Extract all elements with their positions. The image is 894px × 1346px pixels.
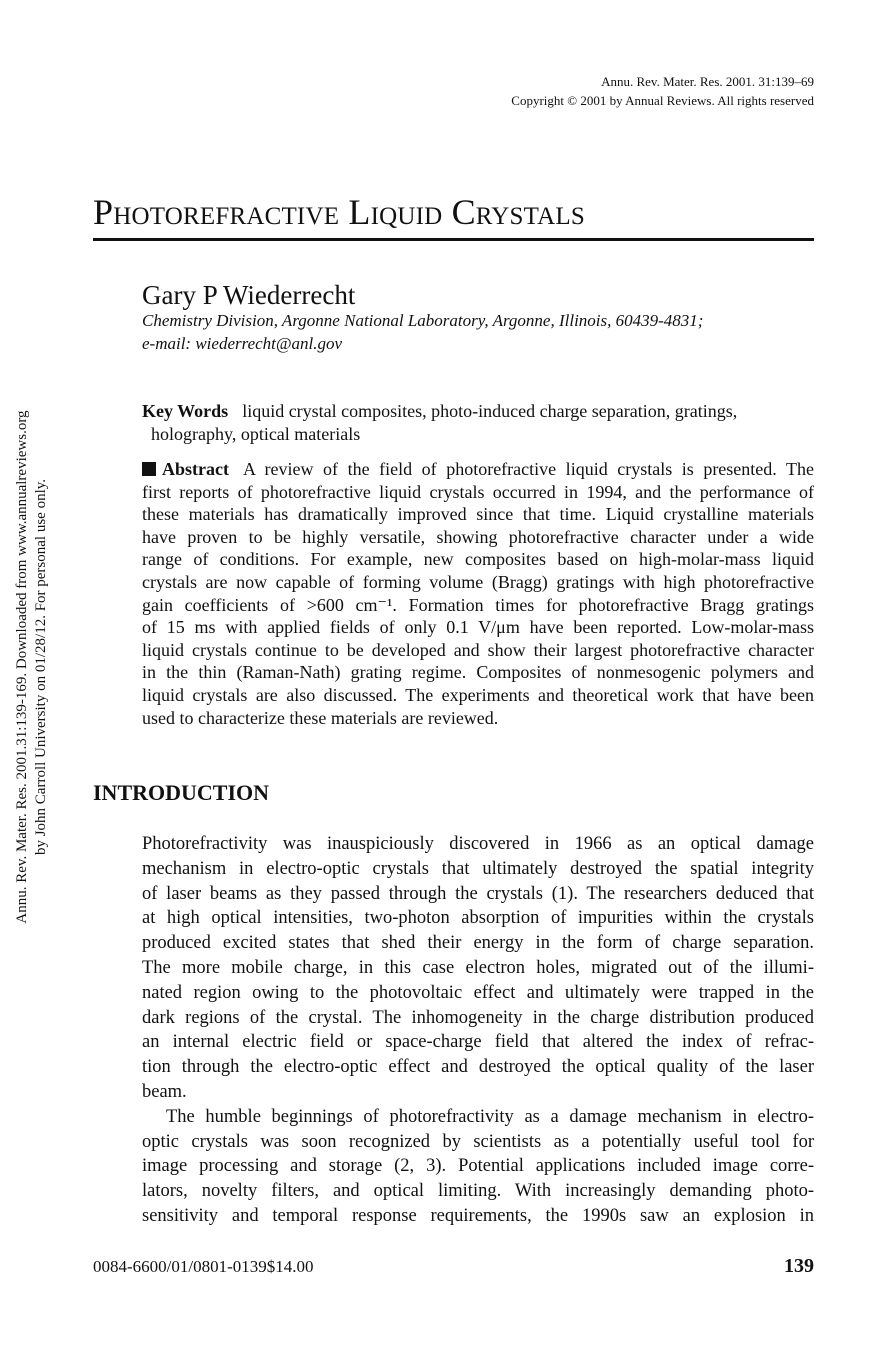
title-rule: [93, 238, 814, 241]
footer-code: 0084-6600/01/0801-0139$14.00: [93, 1257, 314, 1276]
download-notice: [12, 380, 52, 956]
body-line: produced excited states that shed their energy in the form of charge separation.: [142, 933, 814, 954]
body-line: nated region owing to the photovoltaic effect and ultimately were trapped in the: [142, 982, 814, 1003]
body-line: mechanism in electro-optic crystals that ultimately destroyed the spatial integrity: [142, 858, 814, 879]
body-line: sensitivity and temporal response requirements, the 1990s saw an explosion in: [142, 1205, 814, 1226]
affiliation-line: Chemistry Division, Argonne National Laboratory, Argonne, Illinois, 60439-4831;: [142, 311, 704, 330]
abstract-label: Abstract: [162, 459, 229, 479]
abstract-line: gain coefficients of >600 cm⁻¹. Formation times for photorefractive Bragg gratings: [142, 594, 814, 615]
email-line: e-mail: wiederrecht@anl.gov: [142, 333, 343, 353]
keywords-text: liquid crystal composites, photo-induced charge separation, gratings,: [242, 401, 738, 421]
abstract-line: these materials has dramatically improved since that time. Liquid crystalline materials: [142, 504, 814, 525]
body-line: beam.: [142, 1081, 187, 1102]
body-line: at high optical intensities, two-photon absorption of impurities within the crystals: [142, 908, 814, 929]
body-line: an internal electric field or space-charge field that altered the index of refrac-: [142, 1032, 814, 1053]
abstract-line: liquid crystals are also discussed. The experiments and theoretical work that have been: [142, 684, 814, 705]
body-line: of laser beams as they passed through the crystals (1). The researchers deduced that: [142, 883, 814, 904]
page-number: 139: [784, 1255, 814, 1277]
abstract-line: range of conditions. For example, new composites based on high-molar-mass liquid: [142, 549, 814, 570]
author-affiliation: [142, 310, 822, 355]
body-line: image processing and storage (2, 3). Potential applications included image corre-: [142, 1156, 814, 1177]
article-title: Photorefractive Liquid Crystals: [93, 192, 585, 232]
abstract-line: first reports of photorefractive liquid crystals occurred in 1994, and the performance of: [142, 481, 814, 502]
copyright-line: Copyright © 2001 by Annual Reviews. All rights reserved: [511, 93, 814, 108]
keywords-block: [142, 400, 814, 446]
square-bullet-icon: [142, 462, 156, 476]
keywords-label: Key Words: [142, 401, 229, 421]
body-line: lators, novelty filters, and optical limiting. With increasingly demanding photo-: [142, 1181, 814, 1202]
journal-header: [440, 72, 814, 110]
abstract-line: crystals are now capable of forming volume (Bragg) gratings with high photorefractive: [142, 571, 814, 592]
introduction-body: [142, 832, 814, 1229]
download-notice-line: by John Carroll University on 01/28/12. For personal use only.: [33, 478, 49, 856]
abstract-line: of 15 ms with applied fields of only 0.1 V/μm have been reported. Low-molar-mass: [142, 617, 814, 638]
body-line: The more mobile charge, in this case electron holes, migrated out of the illumi-: [142, 957, 814, 978]
keywords-text-continued: holography, optical materials: [151, 424, 361, 444]
abstract-line: used to characterize these materials are reviewed.: [142, 707, 499, 728]
download-notice-line: Annu. Rev. Mater. Res. 2001.31:139-169. Downloaded from www.annualreviews.org: [14, 410, 30, 924]
body-line: The humble beginnings of photorefractivity as a damage mechanism in electro-: [166, 1106, 814, 1127]
abstract-line: Abstract A review of the field of photorefractive liquid crystals is presented. The: [142, 458, 814, 481]
body-line: tion through the electro-optic effect and destroyed the optical quality of the laser: [142, 1057, 814, 1078]
body-line: optic crystals was soon recognized by scientists as a potentially useful tool for: [142, 1131, 814, 1152]
body-line: Photorefractivity was inauspiciously discovered in 1966 as an optical damage: [142, 834, 814, 854]
abstract-line: in the thin (Raman-Nath) grating regime. Composites of nonmesogenic polymers and: [142, 662, 814, 683]
author-name: Gary P Wiederrecht: [142, 280, 356, 310]
section-heading: INTRODUCTION: [93, 780, 270, 805]
abstract-line: have proven to be highly versatile, showing photorefractive character under a wide: [142, 526, 814, 547]
abstract-block: [142, 458, 814, 729]
citation-line: Annu. Rev. Mater. Res. 2001. 31:139–69: [601, 74, 814, 89]
body-line: dark regions of the crystal. The inhomogeneity in the charge distribution produced: [142, 1007, 814, 1028]
abstract-line: liquid crystals continue to be developed and show their largest photorefractive character: [142, 639, 814, 660]
